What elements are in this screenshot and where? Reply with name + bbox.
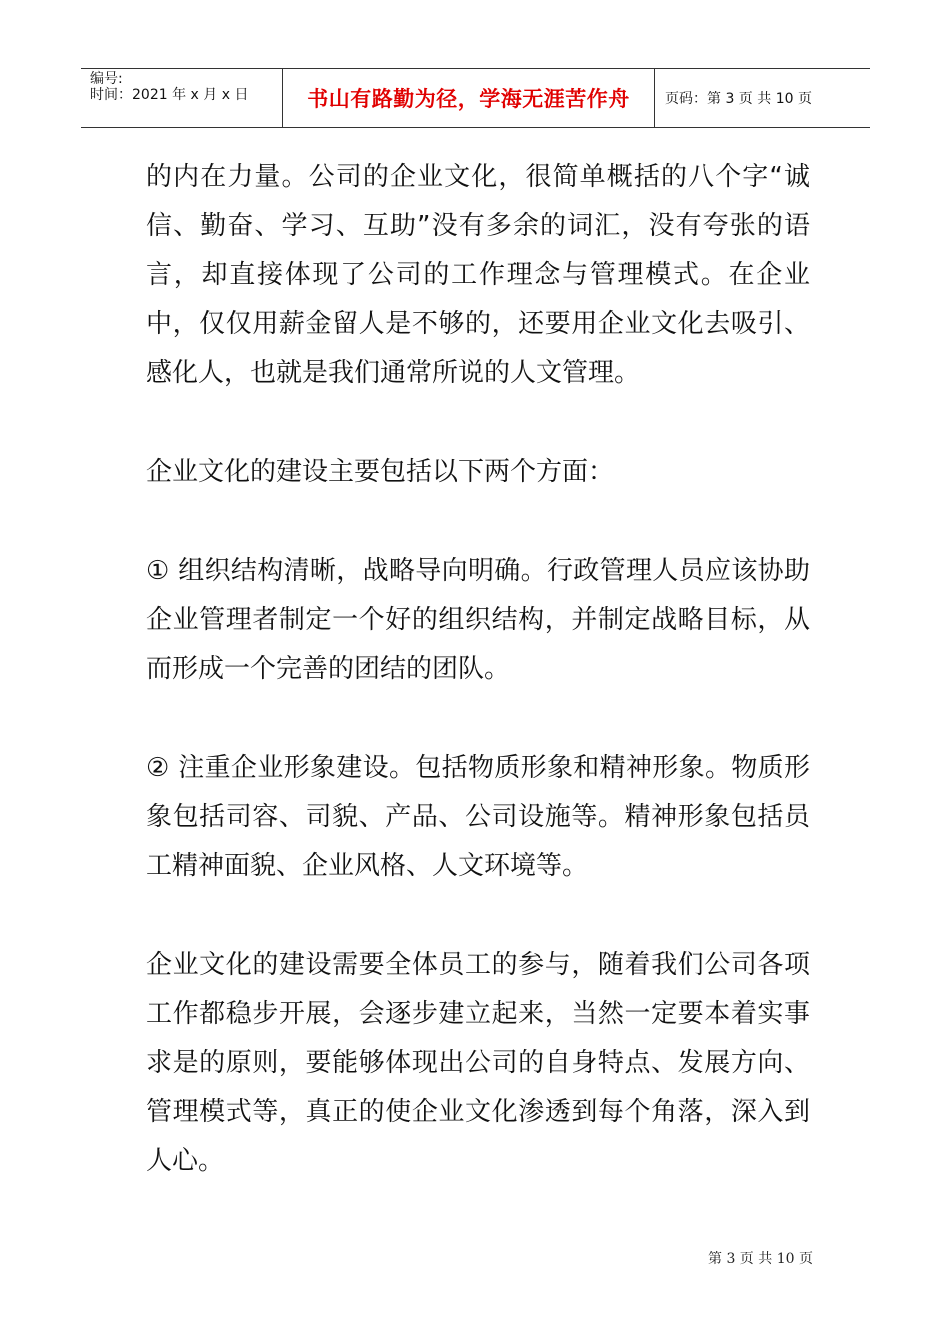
- document-time-label: 时间：2021 年 x 月 x 日: [90, 87, 249, 103]
- body-paragraph: 企业文化的建设需要全体员工的参与，随着我们公司各项工作都稳步开展，会逐步建立起来，当然一定要本着实事求是的原则，要能够体现出公司的自身特点、发展方向、管理模式等，真正的使企业文化渗透到每个角落，深入到人心。: [146, 950, 810, 1176]
- header-motto: 书山有路勤为径，学海无涯苦作舟: [282, 69, 655, 127]
- body-paragraph: 企业文化的建设主要包括以下两个方面：: [146, 457, 615, 487]
- document-number-label: 编号:: [90, 71, 123, 87]
- page-footer: 第 3 页 共 10 页: [708, 1251, 813, 1267]
- header-page-number: 页码：第 3 页 共 10 页: [665, 91, 812, 107]
- body-paragraph: ① 组织结构清晰，战略导向明确。行政管理人员应该协助企业管理者制定一个好的组织结构，并制定战略目标，从而形成一个完善的团结的团队。: [146, 556, 810, 684]
- body-paragraph: ② 注重企业形象建设。包括物质形象和精神形象。物质形象包括司容、司貌、产品、公司设施等。精神形象包括员工精神面貌、企业风格、人文环境等。: [146, 753, 810, 881]
- header-meta: [81, 69, 282, 127]
- document-body: [146, 153, 810, 1236]
- page-header: [81, 68, 870, 128]
- body-paragraph: 的内在力量。公司的企业文化，很简单概括的八个字“诚信、勤奋、学习、互助”没有多余的词汇，没有夸张的语言，却直接体现了公司的工作理念与管理模式。在企业中，仅仅用薪金留人是不够的，还要用企业文化去吸引、感化人，也就是我们通常所说的人文管理。: [146, 162, 810, 388]
